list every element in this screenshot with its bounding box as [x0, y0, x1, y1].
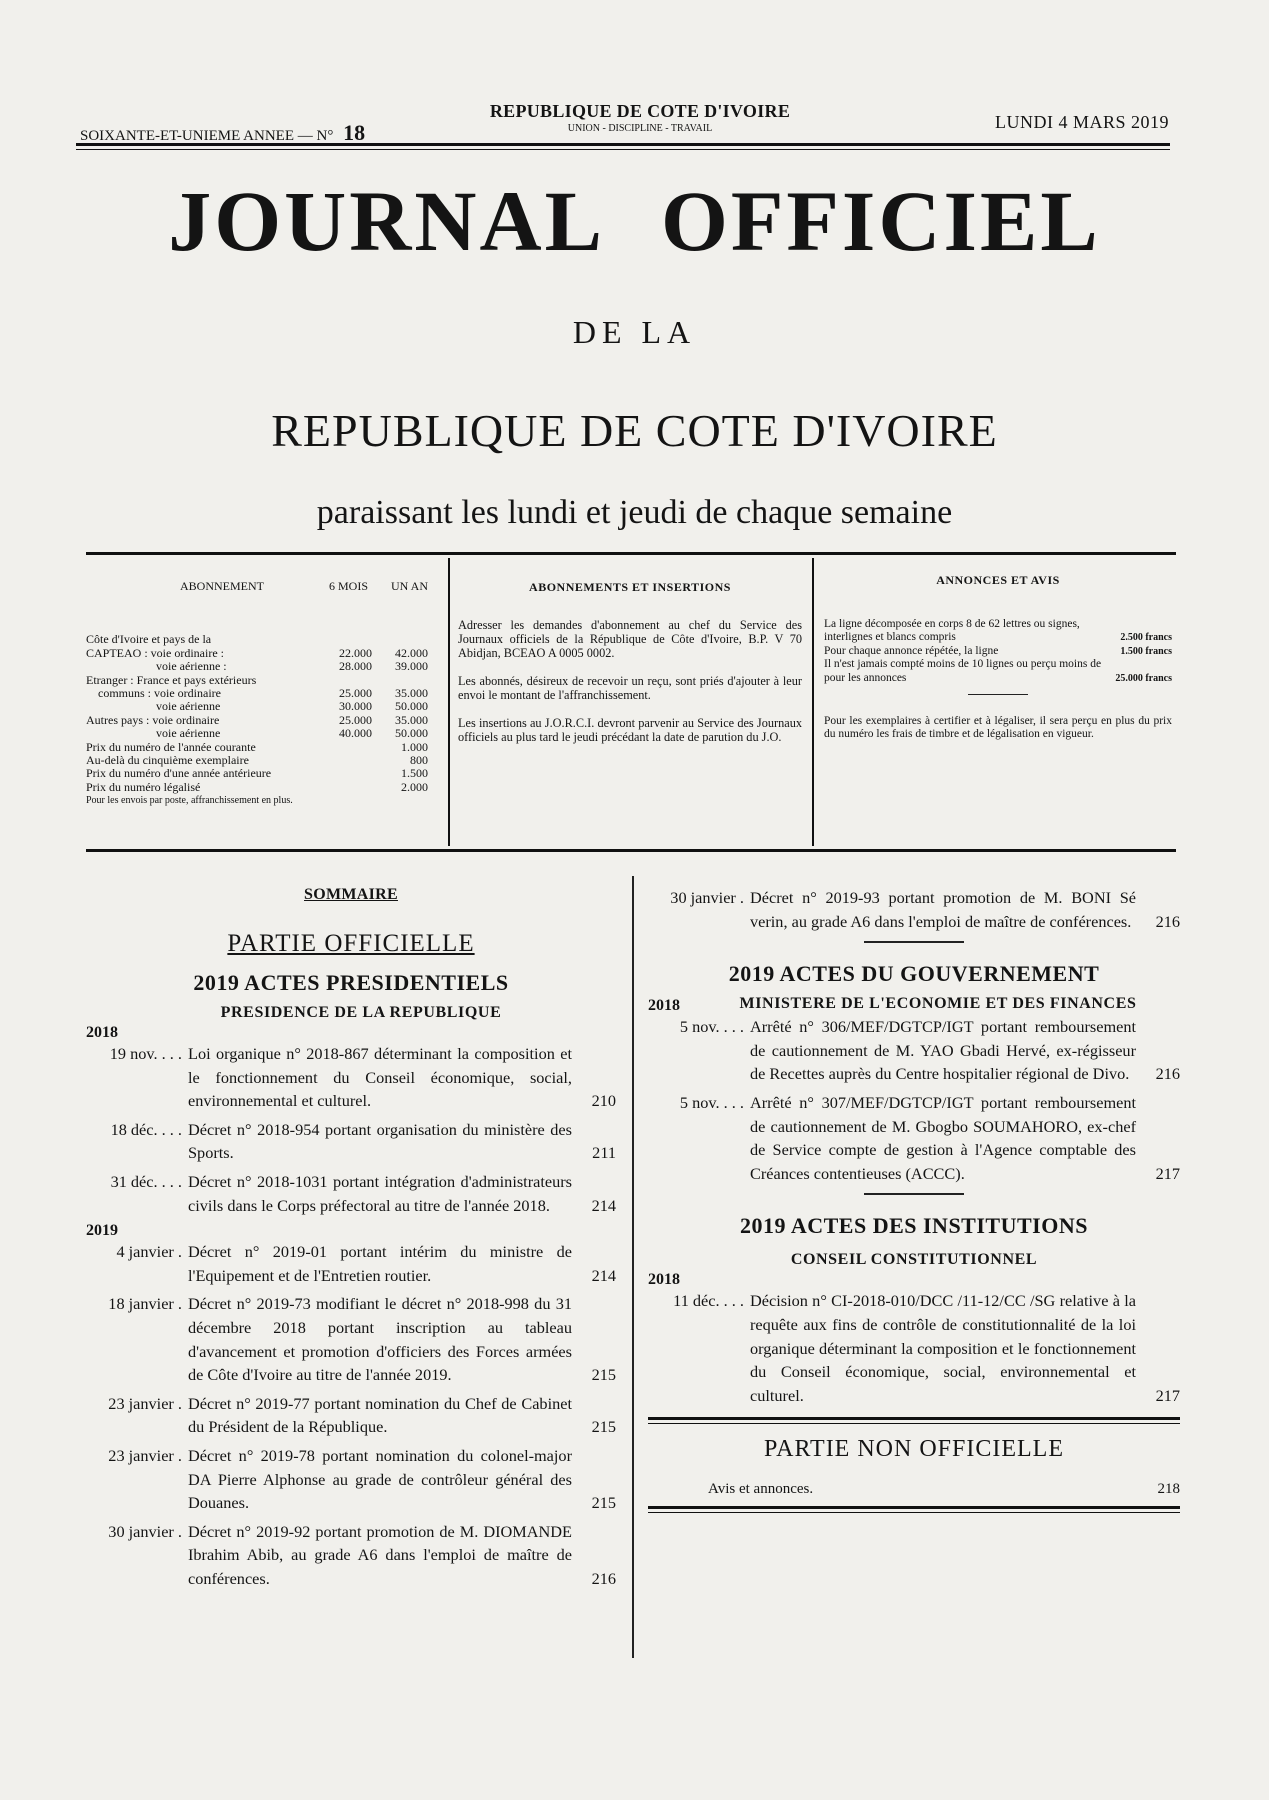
entry-text: Décision n° CI-2018-010/DCC /11-12/CC /SG relative à la requête aux fins de contrôle de constitutionnalité de la loi organique déterminant la composition et le fonctionnement du Conseil économique, social, environnemental et culturel. — [750, 1291, 1136, 1405]
separator — [864, 941, 964, 943]
avis-row — [708, 1481, 1180, 1498]
entry-page: 215 — [591, 1365, 616, 1385]
entry-text: Décret n° 2019-92 portant promotion de M. DIOMANDE Ibrahim Abib, au grade A6 dans l'emploi de maître de conférences. — [188, 1521, 572, 1588]
rate-row — [86, 674, 428, 687]
rate-row — [86, 633, 428, 646]
annonce-line — [824, 645, 1172, 659]
annonce-line — [824, 658, 1172, 685]
rate-row — [86, 687, 428, 700]
info-box-divider — [812, 558, 814, 846]
rate-one-year: 35.000 — [395, 686, 428, 701]
entry-text: Décret n° 2019-77 portant nomination du Chef de Cabinet du Président de la République. — [188, 1393, 572, 1437]
sommaire-entry — [86, 1520, 616, 1591]
year-label: 2018 — [86, 1024, 118, 1041]
rate-six-months — [322, 633, 372, 646]
year-label: 2018 — [648, 997, 680, 1015]
insertions-info — [458, 574, 802, 758]
sommaire-entry — [86, 1392, 616, 1439]
section-rule — [648, 1417, 1180, 1424]
info-box-divider — [448, 558, 450, 846]
entry-text: Décret n° 2019-01 portant intérim du ministre de l'Equipement et de l'Entretien routier. — [188, 1242, 572, 1285]
masthead-word-officiel: OFFICIEL — [660, 173, 1101, 269]
masthead-country: REPUBLIQUE DE COTE D'IVOIRE — [271, 405, 998, 456]
announcements-info — [824, 574, 1172, 742]
ministere-title: MINISTERE DE L'ECONOMIE ET DES FINANCES — [739, 995, 1137, 1013]
rate-row — [86, 754, 428, 767]
sommaire-entry — [86, 1292, 616, 1386]
masthead-title — [0, 173, 1269, 269]
entry-page: 210 — [591, 1091, 616, 1111]
rate-one-year: 50.000 — [395, 726, 428, 741]
sommaire-entry — [648, 1289, 1180, 1407]
rate-label: voie aérienne — [156, 726, 221, 741]
rate-row — [86, 647, 428, 660]
rate-label: Autres pays : voie ordinaire — [86, 712, 220, 727]
entry-page: 214 — [591, 1195, 616, 1215]
sommaire-entry — [648, 1015, 1180, 1086]
avis-page: 218 — [1157, 1481, 1180, 1498]
republic-header — [470, 101, 810, 134]
sommaire-entry — [86, 1170, 616, 1217]
sommaire-title: SOMMAIRE — [304, 886, 398, 903]
rate-one-year: 1.500 — [401, 766, 428, 781]
issue-number: 18 — [343, 120, 366, 145]
entry-text: Décret n° 2019-93 portant promotion de M. BONI Sé verin, au grade A6 dans l'emploi de maître de conférences. — [750, 888, 1136, 931]
separator — [864, 1193, 964, 1195]
rate-row — [86, 767, 428, 780]
subscription-title: ABONNEMENT — [180, 579, 264, 593]
rate-label: Prix du numéro de l'année courante — [86, 739, 256, 754]
rate-row — [86, 700, 428, 713]
info-box — [86, 552, 1176, 852]
entry-page: 215 — [591, 1417, 616, 1437]
announcements-footer: Pour les exemplaires à certifier et à légaliser, il sera perçu en plus du prix du numéro les frais de timbre et de légalisation en vigueur. — [824, 714, 1172, 741]
rate-six-months — [322, 767, 372, 780]
rate-one-year: 39.000 — [395, 659, 428, 674]
entry-text: Décret n° 2018-954 portant organisation du ministère des Sports. — [188, 1119, 572, 1163]
entry-text: Décret n° 2019-73 modifiant le décret n° 2018-998 du 31 décembre 2018 portant inscription au tableau d'avancement et promotion d'officiers des Forces armées de Côte d'Ivoire au titre de l'année 2019. — [188, 1294, 572, 1385]
entry-page: 214 — [591, 1265, 616, 1285]
entry-text: Arrêté n° 307/MEF/DGTCP/IGT portant remboursement de cautionnement de M. Gbogbo SOUMAHORO, ex-chef de Service compte de gestion à l'Agence comptable des Créances contentieuses (ACCC). — [750, 1092, 1136, 1183]
insertions-deadline: Les insertions au J.O.R.C.I. devront parvenir au Service des Journaux officiels au plus tard le jeudi précédant la date de parution du J.O. — [458, 716, 802, 744]
rate-six-months: 22.000 — [339, 645, 372, 660]
presidence-title: PRESIDENCE DE LA REPUBLIQUE — [220, 1004, 502, 1021]
sommaire-right — [648, 886, 1180, 1513]
actes-presidentiels-title: 2019 ACTES PRESIDENTIELS — [193, 970, 509, 995]
masthead-de-la: DE LA — [572, 314, 697, 350]
entry-text: Loi organique n° 2018-867 déterminant la composition et le fonctionnement du Conseil économique, social, environnemental et culturel. — [188, 1044, 572, 1111]
annonce-text: Il n'est jamais compté moins de 10 lignes ou perçu moins de pour les annonces — [824, 658, 1102, 684]
entry-date: 5 nov. . . . — [679, 1017, 744, 1037]
annonce-price: 25.000 francs — [1115, 672, 1172, 684]
entry-page: 216 — [1155, 1064, 1180, 1084]
entry-text: Décret n° 2018-1031 portant intégration d'administrateurs civils dans le Corps préfectoral au titre de l'année 2018. — [188, 1171, 572, 1215]
annonce-price: 2.500 francs — [1120, 632, 1172, 644]
rate-six-months: 30.000 — [339, 699, 372, 714]
entry-date: 18 déc. . . . — [110, 1119, 182, 1139]
sommaire-entry — [86, 1444, 616, 1515]
annonce-line — [824, 618, 1172, 645]
rate-row — [86, 741, 428, 754]
col-one-year: UN AN — [390, 579, 428, 593]
rate-six-months: 25.000 — [339, 712, 372, 727]
entry-date: 11 déc. . . . — [673, 1291, 744, 1311]
entry-page: 216 — [591, 1568, 616, 1588]
rate-row — [86, 781, 428, 794]
rate-label: Au-delà du cinquième exemplaire — [86, 753, 249, 768]
partie-officielle-title: PARTIE OFFICIELLE — [227, 930, 475, 957]
column-divider — [632, 876, 634, 1658]
sommaire-entry — [86, 1240, 616, 1287]
annonce-text: Pour chaque annonce répétée, la ligne — [824, 644, 999, 657]
rate-row — [86, 660, 428, 673]
entry-date: 30 janvier . — [108, 1521, 182, 1541]
insertions-receipt: Les abonnés, désireux de recevoir un reçu, sont priés d'ajouter à leur envoi le montant de l'affranchissement. — [458, 674, 802, 702]
conseil-title: CONSEIL CONSTITUTIONNEL — [790, 1251, 1038, 1269]
actes-institutions-title: 2019 ACTES DES INSTITUTIONS — [740, 1213, 1088, 1239]
sommaire-entry — [648, 1091, 1180, 1185]
year-issue: SOIXANTE-ET-UNIEME ANNEE — N° — [80, 128, 334, 144]
rate-one-year — [372, 633, 428, 646]
entry-date: 18 janvier . — [108, 1294, 182, 1314]
subscription-note: Pour les envois par poste, affranchissement en plus. — [86, 795, 293, 807]
col-six-months: 6 MOIS — [328, 579, 368, 593]
sommaire-entry — [86, 1042, 616, 1113]
bottom-rule — [648, 1506, 1180, 1513]
rate-one-year: 1.000 — [401, 739, 428, 754]
rate-six-months — [322, 754, 372, 767]
entry-page: 217 — [1155, 1385, 1180, 1405]
motto: UNION - DISCIPLINE - TRAVAIL — [567, 123, 713, 134]
rate-one-year — [372, 674, 428, 687]
annonce-text: La ligne décomposée en corps 8 de 62 lettres ou signes, interlignes et blancs compris — [824, 617, 1080, 644]
rate-label: Etranger : France et pays extérieurs — [86, 672, 257, 687]
partie-non-officielle-title: PARTIE NON OFFICIELLE — [763, 1436, 1064, 1463]
rate-six-months: 25.000 — [339, 686, 372, 701]
issue-date: LUNDI 4 MARS 2019 — [994, 112, 1169, 132]
entry-page: 216 — [1155, 911, 1180, 931]
year-label: 2018 — [648, 1271, 680, 1289]
entry-date: 5 nov. . . . — [679, 1092, 744, 1112]
header-rule — [76, 143, 1170, 150]
sommaire-entry — [86, 1118, 616, 1165]
annonce-price: 1.500 francs — [1120, 645, 1172, 657]
entry-page: 211 — [592, 1143, 616, 1163]
rate-label: CAPTEAO : voie ordinaire : — [86, 645, 224, 660]
insertions-title: ABONNEMENTS ET INSERTIONS — [529, 580, 731, 594]
rate-one-year: 35.000 — [395, 712, 428, 727]
sommaire-entry — [648, 886, 1180, 933]
entry-date: 23 janvier . — [108, 1445, 182, 1465]
rate-label: voie aérienne : — [156, 659, 227, 674]
sommaire-left — [86, 886, 616, 1595]
rate-label: Prix du numéro légalisé — [86, 779, 201, 794]
republic-name: REPUBLIQUE DE COTE D'IVOIRE — [489, 101, 791, 121]
entry-page: 215 — [591, 1493, 616, 1513]
rate-label: communs : voie ordinaire — [98, 686, 221, 701]
subscription-rates — [86, 574, 428, 808]
year-label: 2019 — [86, 1222, 118, 1240]
avis-label: Avis et annonces. — [708, 1481, 814, 1498]
rate-one-year: 42.000 — [395, 645, 428, 660]
entry-date: 30 janvier . — [670, 888, 744, 907]
entry-page: 217 — [1155, 1163, 1180, 1183]
actes-gouvernement-title: 2019 ACTES DU GOUVERNEMENT — [728, 961, 1100, 987]
rate-six-months — [322, 781, 372, 794]
entry-date: 4 janvier . — [116, 1242, 182, 1262]
announcements-title: ANNONCES ET AVIS — [936, 573, 1060, 587]
masthead-word-journal: JOURNAL — [168, 173, 605, 269]
entry-date: 23 janvier . — [108, 1393, 182, 1413]
entry-date: 19 nov. . . . — [109, 1044, 182, 1063]
masthead-frequency: paraissant les lundi et jeudi de chaque semaine — [316, 494, 953, 531]
rate-label: voie aérienne — [156, 699, 221, 714]
rate-one-year: 800 — [410, 753, 428, 768]
rate-label: Côte d'Ivoire et pays de la — [86, 632, 212, 647]
rate-six-months — [322, 674, 372, 687]
insertions-address: Adresser les demandes d'abonnement au chef du Service des Journaux officiels de la République de Côte d'Ivoire, B.P. V 70 Abidjan, BCEAO A 0005 0002. — [458, 618, 802, 660]
rate-one-year: 50.000 — [395, 699, 428, 714]
entry-date: 31 déc. . . . — [110, 1171, 182, 1191]
rate-row — [86, 727, 428, 740]
rate-six-months: 40.000 — [339, 726, 372, 741]
rate-label: Prix du numéro d'une année antérieure — [86, 766, 272, 781]
entry-text: Arrêté n° 306/MEF/DGTCP/IGT portant remboursement de cautionnement de M. YAO Gbadi Hervé, ex-régisseur de Recettes auprès du Centre hospitalier régional de Divo. — [750, 1017, 1136, 1084]
rate-six-months — [322, 741, 372, 754]
rate-six-months: 28.000 — [339, 659, 372, 674]
rate-one-year: 2.000 — [401, 779, 428, 794]
rate-row — [86, 714, 428, 727]
entry-text: Décret n° 2019-78 portant nomination du colonel-major DA Pierre Alphonse au grade de contrôleur général des Douanes. — [188, 1445, 572, 1513]
